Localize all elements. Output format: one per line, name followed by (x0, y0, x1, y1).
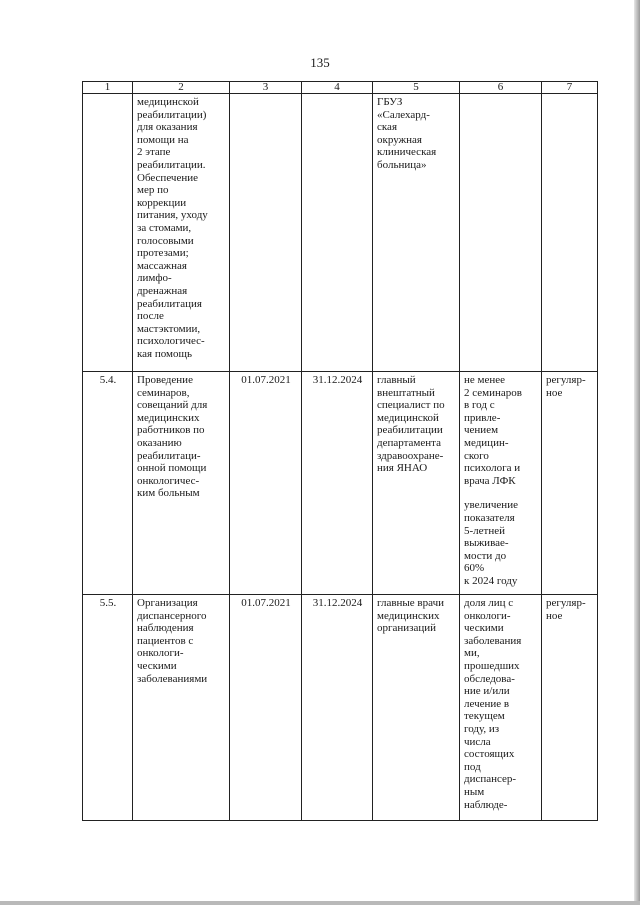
column-number-row (83, 82, 598, 94)
result-text: не менее 2 семинаров в год с привле- чением медицин- ского психолога и врача ЛФК (464, 374, 522, 487)
periodicity-text: регуляр- ное (542, 372, 598, 595)
page-bottom-edge (0, 901, 640, 905)
end-date (302, 94, 373, 372)
column-number: 6 (460, 82, 542, 94)
periodicity-text: регуляр- ное (542, 595, 598, 821)
start-date: 01.07.2021 (230, 595, 302, 821)
column-number: 5 (373, 82, 460, 94)
page-number: 135 (310, 55, 330, 70)
start-date (230, 94, 302, 372)
item-number (83, 94, 133, 372)
measures-table (82, 81, 598, 821)
item-number: 5.4. (83, 372, 133, 595)
table-row (83, 595, 598, 821)
responsible-text: ГБУЗ «Салехард- ская окружная клиническая больница» (373, 94, 460, 372)
end-date: 31.12.2024 (302, 595, 373, 821)
responsible-text: главные врачи медицинских организаций (373, 595, 460, 821)
page-edge-shadow (634, 0, 640, 905)
column-number: 2 (133, 82, 230, 94)
measure-text: Проведение семинаров, совещаний для медицинских работников по оказанию реабилитаци- онной помощи онкологичес- ким больным (133, 372, 230, 595)
result-cell (460, 595, 542, 821)
item-number: 5.5. (83, 595, 133, 821)
table-row (83, 372, 598, 595)
responsible-text: главный внештатный специалист по медицинской реабилитации департамента здравоохране- ния ЯНАО (373, 372, 460, 595)
result-extra-text: увеличение показателя 5-летней выживае- мости до 60% к 2024 году (464, 499, 518, 587)
column-number: 1 (83, 82, 133, 94)
table-row (83, 94, 598, 372)
end-date: 31.12.2024 (302, 372, 373, 595)
measure-text: Организация диспансерного наблюдения пациентов с онкологи- ческими заболеваниями (133, 595, 230, 821)
measure-text: медицинской реабилитации) для оказания помощи на 2 этапе реабилитации. Обеспечение мер по коррекции питания, уходу за стомами, голосовыми протезами; массажная лимфо- дренажная реабилитация после мастэктомии, психологичес- кая помощь (133, 94, 230, 372)
periodicity-text (542, 94, 598, 372)
column-number: 7 (542, 82, 598, 94)
column-number: 3 (230, 82, 302, 94)
result-cell (460, 94, 542, 372)
start-date: 01.07.2021 (230, 372, 302, 595)
result-cell (460, 372, 542, 595)
result-text: доля лиц с онкологи- ческими заболевания ми, прошедших обследова- ние и/или лечение в текущем году, из числа состоящих под диспансер- ным наблюде- (464, 597, 522, 811)
column-number: 4 (302, 82, 373, 94)
